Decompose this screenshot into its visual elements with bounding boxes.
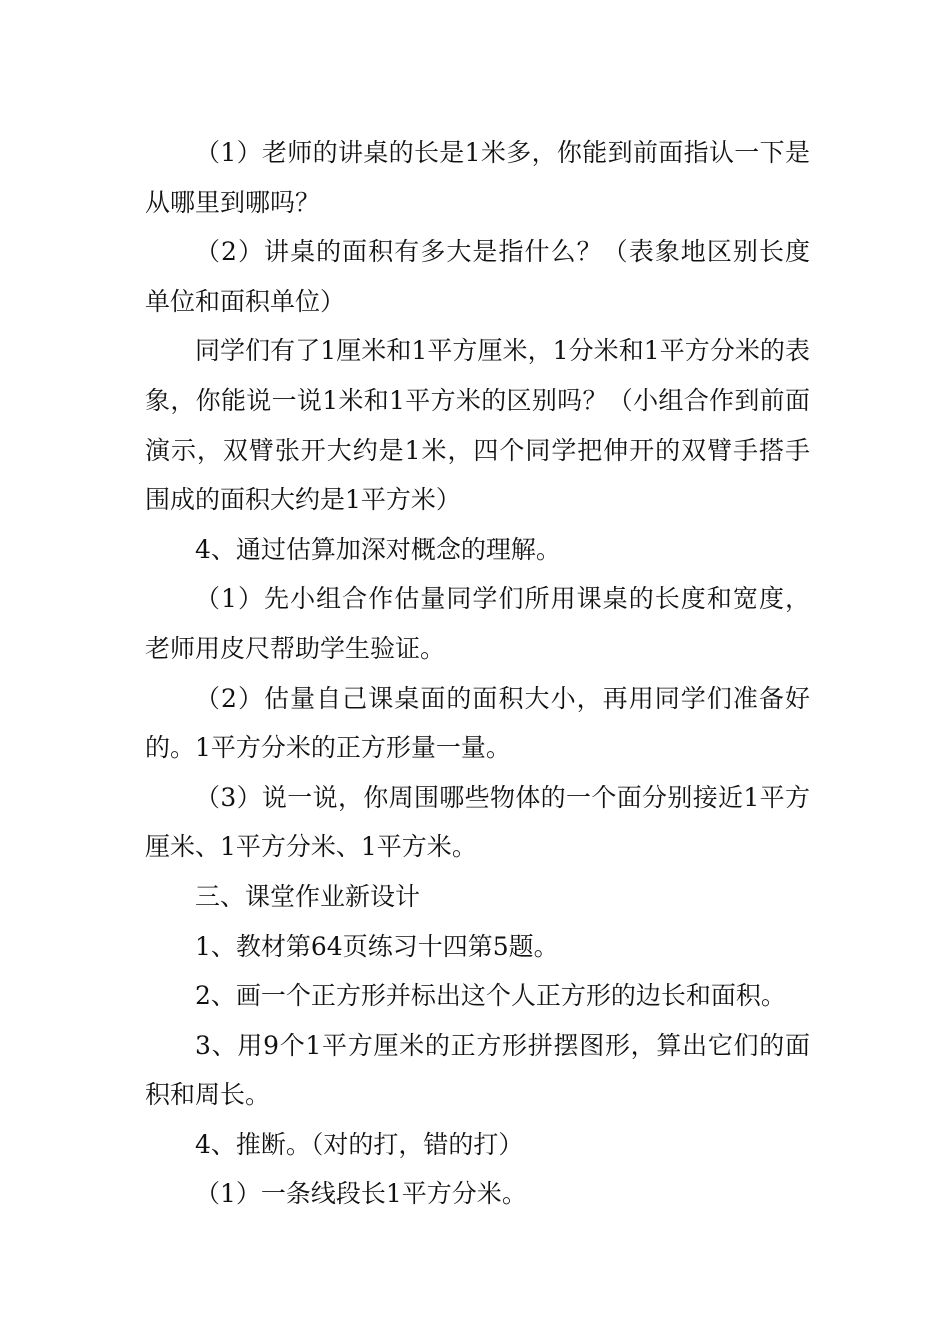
paragraph: 1、教材第64页练习十四第5题。 (195, 931, 559, 961)
paragraph: 3、用9个1平方厘米的正方形拼摆图形，算出它们的面积和周长。 (145, 1030, 810, 1110)
paragraph: 4、通过估算加深对概念的理解。 (195, 534, 561, 564)
section-heading: 三、课堂作业新设计 (195, 881, 421, 911)
paragraph: 2、画一个正方形并标出这个人正方形的边长和面积。 (195, 981, 786, 1011)
paragraph: （1）一条线段长1平方分米。 (195, 1179, 527, 1209)
paragraph: 同学们有了1厘米和1平方厘米，1分米和1平方分米的表象，你能说一说1米和1平方米的区别吗？（小组合作到前面演示，双臂张开大约是1米，四个同学把伸开的双臂手搭手围成的面积大约是1平方米） (145, 336, 810, 515)
paragraph: （2）估量自己课桌面的面积大小，再用同学们准备好的。1平方分米的正方形量一量。 (145, 683, 810, 763)
paragraph: 4、推断。（对的打，错的打） (195, 1129, 524, 1159)
paragraph: （3）说一说，你周围哪些物体的一个面分别接近1平方厘米、1平方分米、1平方米。 (145, 782, 810, 862)
document-body (145, 128, 810, 1219)
paragraph: （1）老师的讲桌的长是1米多，你能到前面指认一下是从哪里到哪吗？ (145, 138, 810, 217)
paragraph: （1）先小组合作估量同学们所用课桌的长度和宽度，老师用皮尺帮助学生验证。 (145, 584, 810, 663)
paragraph: （2）讲桌的面积有多大是指什么？（表象地区别长度单位和面积单位） (145, 237, 810, 316)
